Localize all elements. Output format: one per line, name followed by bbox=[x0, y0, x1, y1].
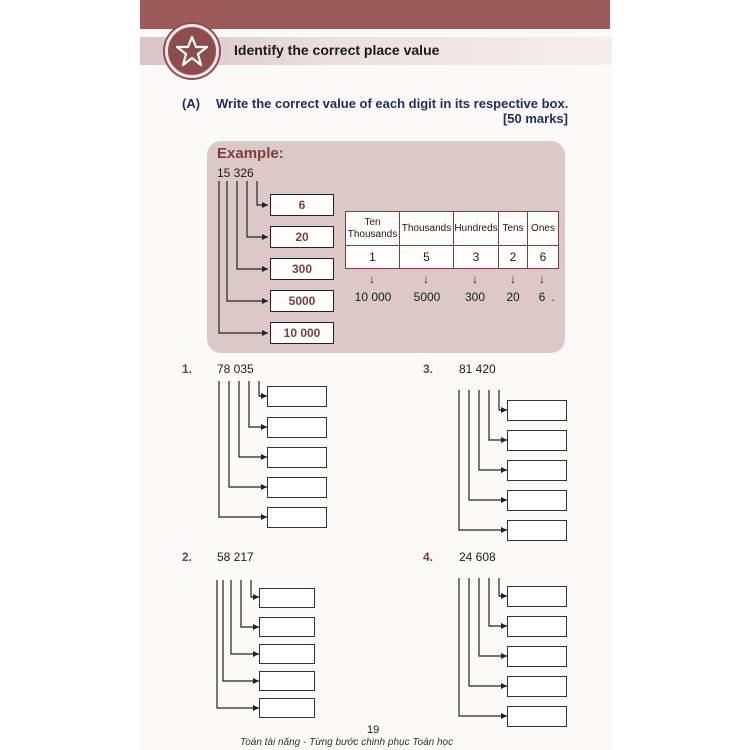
answer-box[interactable] bbox=[267, 417, 327, 438]
question-2-number: 2. bbox=[182, 550, 193, 564]
pv-value-ones: 6 bbox=[538, 290, 546, 304]
pv-digit-ten-thousands: 1 bbox=[346, 246, 400, 269]
pv-value-tens: 20 bbox=[506, 290, 520, 304]
answer-box[interactable] bbox=[259, 644, 315, 664]
answer-box[interactable] bbox=[507, 430, 567, 451]
answer-box[interactable] bbox=[507, 400, 567, 421]
example-box-ten-thousands: 10 000 bbox=[270, 322, 334, 344]
answer-box[interactable] bbox=[507, 646, 567, 667]
footer-text: Toán tài năng - Từng bước chinh phục Toán học bbox=[240, 737, 454, 748]
question-4-number: 4. bbox=[423, 550, 434, 564]
answer-box[interactable] bbox=[507, 520, 567, 541]
question-3-number: 3. bbox=[423, 362, 434, 376]
example-box-ones: 6 bbox=[270, 194, 334, 216]
example-box-hundreds: 300 bbox=[270, 258, 334, 280]
pv-digit-thousands: 5 bbox=[400, 246, 454, 269]
pv-value-thousands: 5000 bbox=[413, 290, 441, 304]
pv-arrow: ↓ bbox=[423, 272, 429, 286]
pv-arrow: ↓ bbox=[539, 272, 545, 286]
section-letter: (A) bbox=[182, 96, 201, 111]
question-2-value: 58 217 bbox=[217, 550, 254, 564]
pv-period: . bbox=[551, 290, 555, 304]
section-marks: [50 marks] bbox=[502, 111, 568, 126]
star-badge bbox=[165, 24, 219, 78]
section-instruction: Write the correct value of each digit in its respective box. bbox=[216, 96, 569, 111]
question-1-value: 78 035 bbox=[217, 362, 254, 376]
header-title: Identify the correct place value bbox=[234, 42, 440, 58]
pv-header-thousands: Thousands bbox=[400, 212, 454, 246]
pv-header-tens: Tens bbox=[499, 212, 528, 246]
answer-box[interactable] bbox=[267, 447, 327, 468]
question-1-number: 1. bbox=[182, 362, 193, 376]
pv-value-hundreds: 300 bbox=[464, 290, 486, 304]
pv-header-ones: Ones bbox=[528, 212, 559, 246]
question-4-value: 24 608 bbox=[459, 550, 496, 564]
pv-value-ten-thousands: 10 000 bbox=[354, 290, 392, 304]
answer-box[interactable] bbox=[507, 586, 567, 607]
pv-arrow: ↓ bbox=[472, 272, 478, 286]
pv-digit-tens: 2 bbox=[499, 246, 528, 269]
place-value-table bbox=[345, 211, 559, 269]
answer-box[interactable] bbox=[259, 617, 315, 637]
star-icon bbox=[176, 35, 208, 67]
answer-box[interactable] bbox=[259, 588, 315, 608]
top-color-bar bbox=[140, 0, 610, 29]
answer-box[interactable] bbox=[507, 616, 567, 637]
answer-box[interactable] bbox=[259, 671, 315, 691]
answer-box[interactable] bbox=[267, 507, 327, 528]
answer-box[interactable] bbox=[507, 706, 567, 727]
pv-arrow: ↓ bbox=[369, 272, 375, 286]
example-number: 15 326 bbox=[217, 166, 254, 180]
pv-digit-ones: 6 bbox=[528, 246, 559, 269]
pv-header-ten-thousands: Ten Thousands bbox=[346, 212, 400, 246]
answer-box[interactable] bbox=[507, 676, 567, 697]
answer-box[interactable] bbox=[267, 386, 327, 407]
answer-box[interactable] bbox=[507, 490, 567, 511]
page-number: 19 bbox=[367, 724, 380, 736]
answer-box[interactable] bbox=[259, 698, 315, 718]
answer-box[interactable] bbox=[267, 477, 327, 498]
pv-header-hundreds: Hundreds bbox=[454, 212, 499, 246]
example-box-tens: 20 bbox=[270, 226, 334, 248]
pv-arrow: ↓ bbox=[510, 272, 516, 286]
pv-digit-hundreds: 3 bbox=[454, 246, 499, 269]
example-box-thousands: 5000 bbox=[270, 290, 334, 312]
question-3-value: 81 420 bbox=[459, 362, 496, 376]
example-title: Example: bbox=[217, 145, 284, 162]
answer-box[interactable] bbox=[507, 460, 567, 481]
